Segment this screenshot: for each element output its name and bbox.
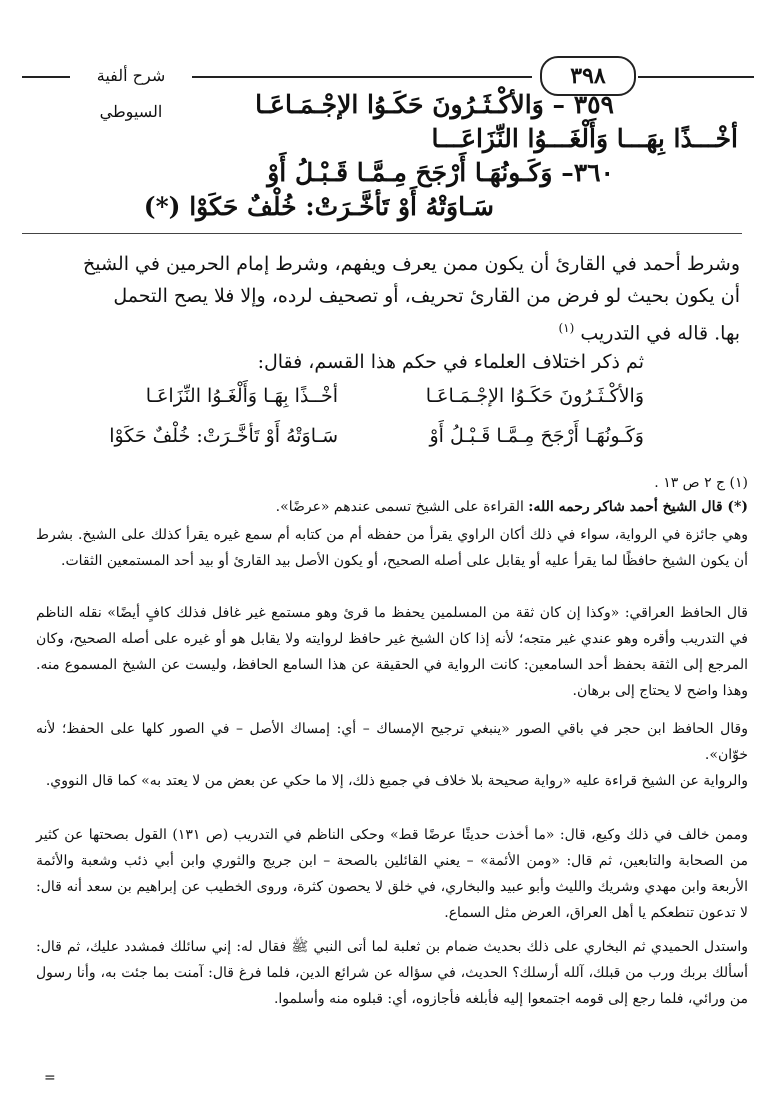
footnote-paragraph-3: وقال الحافظ ابن حجر في باقي الصور «ينبغي ترجيح الإمساك – أي: إمساك الأصل – في الصور كلها على الحفظ؛ لأنه خوّان». — [36, 721, 748, 763]
header-rule-middle — [192, 76, 532, 78]
page-number: ٣٩٨ — [540, 56, 636, 96]
header-rule-left — [22, 76, 70, 78]
footnote-paragraph-6: واستدل الحميدي ثم البخاري على ذلك بحديث ضمام بن ثعلبة لما أتى النبي ﷺ فقال له: إني سائلك فمشدد عليك، ثم قال: أسألك بربك ورب من قبلك، آلله أرسلك؟ الحديث، في سؤاله عن شرائع الدين، فلما فرغ قال: آمنت بما جئت به، وأنا رسول من ورائي، فلما رجع إلى قومه اجتمعوا إليه فأبلغه فأجازوه، أي: قبلوه منه وأسلموا. — [36, 939, 748, 1007]
commentary-line-2: أن يكون بحيث لو فرض من القارئ تحريف، أو تصحيف لرده، وإلا فلا يصح التحمل — [113, 285, 740, 307]
poem-row-2-left: سَـاوَتْهُ أَوْ تَأخَّـرَتْ: خُلْفٌ حَكَوْا — [109, 425, 338, 447]
continuation-mark: = — [44, 1070, 56, 1086]
footnote-star-label: (*) قال الشيخ أحمد شاكر رحمه الله: — [528, 499, 748, 515]
verse-359-first-hemistich: ٣٥٩ – وَالأكْـثَـرُونَ حَكَـوُا الإجْـمَـاعَـا — [255, 90, 614, 119]
section-divider — [22, 233, 742, 234]
verse-360-second-hemistich: سَـاوَتْهُ أَوْ تَأخَّـرَتْ: خُلْفٌ حَكَوْا (*) — [143, 192, 494, 221]
commentary-line-1: وشرط أحمد في القارئ أن يكون ممن يعرف ويفهم، وشرط إمام الحرمين في الشيخ — [82, 253, 740, 275]
header-rule-right — [638, 76, 754, 78]
poem-intro: ثم ذكر اختلاف العلماء في حكم هذا القسم، فقال: — [257, 351, 644, 373]
verse-359-second-hemistich: أخْـــذًا بِهَـــا وَأَلْغَـــوُا النِّزَاعَـــا — [431, 124, 738, 153]
footnote-paragraph-2: قال الحافظ العراقي: «وكذا إن كان ثقة من المسلمين يحفظ ما قرئ وهو مستمع غير غافل فذلك كافٍ أيضًا» نقله الناظم في التدريب وأقره وهو عندي غير متجه؛ لأنه إذا كان الشيخ غير حافظ لروايته ولا يقابل هو أو غيره على أصله الصحيح، وكان المرجع إلى الثقة بحفظ أحد السامعين: كانت الرواية في الحقيقة عن هذا السامع الحافظ، وليست عن الشيخ المسموع منه. وهذا واضح لا يحتاج إلى برهان. — [36, 605, 748, 699]
footnote-ref-1: (١) — [558, 321, 575, 335]
running-title: شرح ألفية السيوطي — [96, 66, 166, 121]
poem-row-1-left: أخْــذًا بِهَـا وَأَلْغَـوُا النِّزَاعَـا — [145, 385, 338, 407]
footnote-paragraph-4: والرواية عن الشيخ قراءة عليه «رواية صحيحة بلا خلاف في جميع ذلك، إلا ما حكي عن بعض من لا يعتد به» كما قال النووي. — [45, 773, 748, 789]
commentary-line-3 — [558, 312, 740, 349]
poem-row-2-right: وَكَـونُهَـا أَرْجَحَ مِـمَّـا قَـبْـلُ أَوْ — [429, 425, 644, 447]
footnote-star-text: القراءة على الشيخ تسمى عندهم «عرضًا». — [275, 499, 524, 515]
commentary-line-3-text: بها. قاله في التدريب — [580, 322, 740, 345]
verse-360-first-hemistich: ٣٦٠– وَكَـونُهَـا أَرْجَحَ مِـمَّـا قَـبْـلُ أَوْ — [267, 158, 614, 187]
footnote-paragraph-5: وممن خالف في ذلك وكيع، قال: «ما أخذت حديثًا عرضًا قط» وحكى الناظم في التدريب (ص ١٣١) القول بصحتها عن كثير من الصحابة والتابعين، ثم قال: «ومن الأئمة» – يعني القائلين بالصحة – ابن جريج والثوري وابن أبي ذئب وشعبة والأئمة الأربعة وابن مهدي وشريك والليث وأبو عبيد والبخاري، في خلق لا يحصون كثرة، وروى الخطيب عن إبراهيم بن سعد أنه قال: لا تدعون تنطعكم يا أهل العراق، العرض مثل السماع. — [36, 827, 748, 921]
footnote-star-heading — [36, 494, 748, 520]
footnote-paragraph-1: وهي جائزة في الرواية، سواء في ذلك أكان الراوي يقرأ من حفظه أم من كتابه أم سمع غيره يقرأ كذلك على الشيخ. بشرط أن يكون الشيخ حافظًا لما يقرأ عليه أو يقابل على أصله الصحيح، أو يكون الأصل بيد القارئ أو بيد أحد المستمعين الثقات. — [36, 527, 748, 569]
poem-row-1-right: وَالأكْـثَـرُونَ حَكَـوُا الإجْـمَـاعَـا — [425, 385, 644, 407]
footnote-1: (١) ج ٢ ص ١٣ . — [654, 475, 748, 491]
